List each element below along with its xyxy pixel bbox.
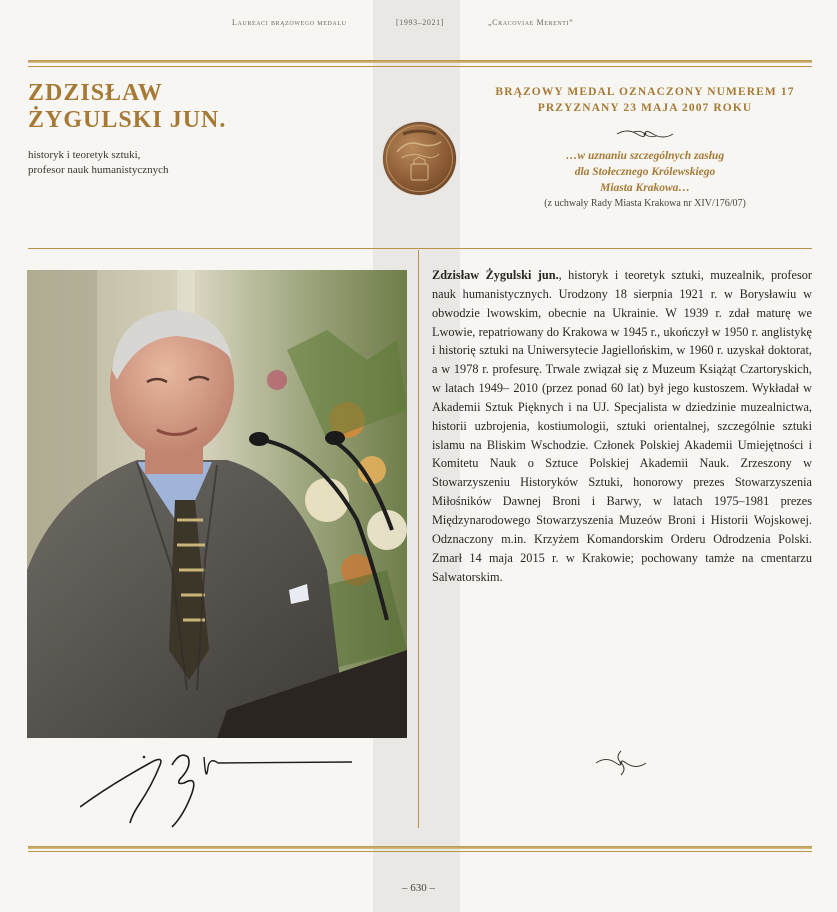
running-head-right: „Cracoviae Merenti” bbox=[488, 18, 574, 27]
subtitle-line2: profesor nauk humanistycznych bbox=[28, 164, 169, 176]
person-name bbox=[28, 80, 358, 134]
bottom-thin-rule bbox=[28, 851, 812, 852]
award-title-line2: PRZYZNANY 23 MAJA 2007 ROKU bbox=[537, 102, 753, 114]
end-ornament-icon bbox=[594, 748, 648, 778]
subtitle-line1: historyk i teoretyk sztuki, bbox=[28, 149, 141, 161]
award-block bbox=[480, 84, 810, 209]
award-quote-line1: …w uznaniu szczególnych zasług bbox=[565, 150, 725, 162]
person-name-line2: ŻYGULSKI JUN. bbox=[28, 107, 227, 133]
bronze-medal-icon bbox=[383, 122, 456, 195]
award-quote bbox=[480, 148, 810, 196]
running-head-left: Laureaci brązowego medalu bbox=[232, 18, 347, 27]
award-title-line1: BRĄZOWY MEDAL OZNACZONY NUMEREM 17 bbox=[495, 86, 795, 98]
bottom-double-rule bbox=[28, 846, 812, 849]
section-rule bbox=[28, 248, 812, 249]
biography-body: , historyk i teoretyk sztuki, muzealnik, profesor nauk humanistycznych. Urodzony 18 sierpnia 1921 r. w Borysławiu w obwodzie lwowskim, obecnie na Ukrainie. W 1939 r. zdał maturę we Lwowie, repatriowany do Krakowa w 1945 r., ukończył w 1950 r. anglistykę i historię sztuki na Uniwersytecie Jagiellońskim, w 1960 r. uzyskał doktorat, a w 1978 r. profesurę. Trwale związał się z Muzeum Książąt Czartoryskich, w latach 1949– 2010 (przez ponad 60 lat) był jego kustoszem. Wykładał w Akademii Sztuk Pięknych i na UJ. Specjalista w dziedzinie muzealnictwa, historii uzbrojenia, kostiumologii, sztuki orientalnej, szczególnie sztuki islamu na Bliskim Wschodzie. Członek Polskiej Akademii Umiejętności i Komitetu Nauk o Sztuce Polskiej Akademii Nauk. Zrzeszony w Stowarzyszeniu Historyków Sztuki, honorowy prezes Stowarzyszenia Miłośników Dawnej Broni i Barwy, w latach 1975–1981 prezes Międzynarodowego Stowarzyszenia Muzeów Broni i Historii Wojskowej. Odznaczony m.in. Krzyżem Komandorskim Orderu Odrodzenia Polski. Zmarł 14 maja 2015 r. w Krakowie; pochowany tamże na cmentarzu Salwatorskim. bbox=[432, 268, 812, 584]
portrait-photo bbox=[27, 270, 407, 738]
person-name-line1: ZDZISŁAW bbox=[28, 80, 163, 106]
award-source: (z uchwały Rady Miasta Krakowa nr XIV/176/07) bbox=[544, 198, 746, 209]
running-head-center: [1993–2021] bbox=[396, 18, 444, 27]
biography-lead: Zdzisław Żygulski jun. bbox=[432, 268, 559, 282]
top-double-rule bbox=[28, 60, 812, 63]
award-title bbox=[480, 84, 810, 116]
column-divider bbox=[418, 250, 419, 828]
top-thin-rule bbox=[28, 66, 812, 67]
signature bbox=[80, 745, 360, 840]
running-head bbox=[0, 18, 837, 32]
name-block bbox=[28, 80, 358, 178]
page-number: – 630 – bbox=[402, 882, 435, 894]
person-subtitle bbox=[28, 148, 358, 178]
award-quote-line2: dla Stołecznego Królewskiego bbox=[574, 166, 716, 178]
ornament-flourish-icon bbox=[615, 126, 675, 142]
award-quote-line3: Miasta Krakowa… bbox=[600, 182, 690, 194]
biography-text bbox=[432, 266, 812, 586]
